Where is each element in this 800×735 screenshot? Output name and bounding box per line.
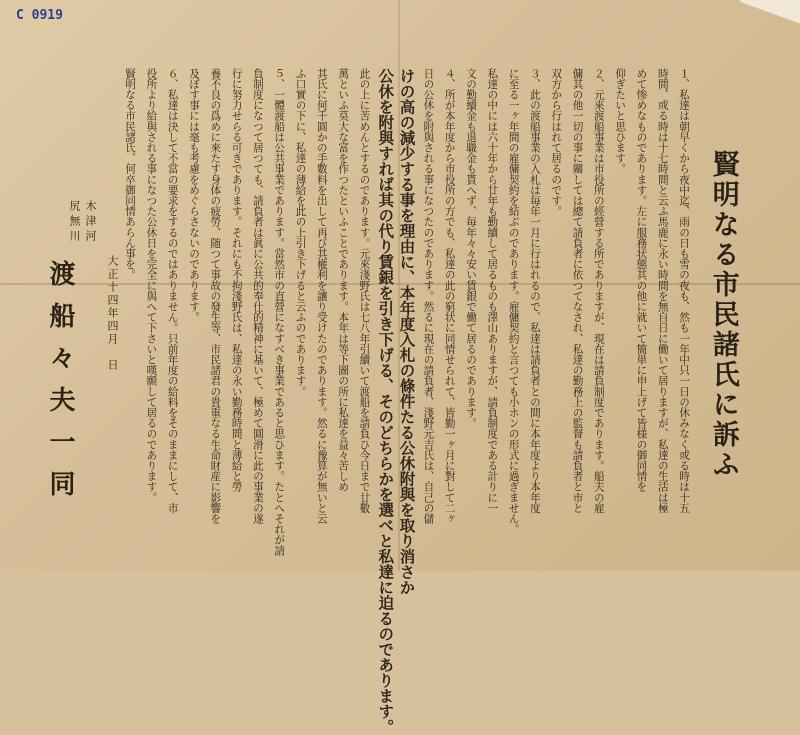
body-line: 私達の中には六十年から廿年も勤續して居るものも澤山ありますが、請負制度である計りに一 xyxy=(486,68,499,514)
body-line: 役所より給與される事になつた公休日を完全に與へて下さいと嘆願して居るのであります。 xyxy=(145,68,158,503)
date-line: 大正十四年四月 日 xyxy=(106,255,119,372)
body-line: 時間、或る時は十七時間と云ふ馬鹿に永い時間を無自日に働いて居りますが、私達の生活は極 xyxy=(656,68,669,514)
body-line: 公休を附與すれば其の代り賃銀を引き下げる、そのどちらかを選べと私達に迫るのであります。 xyxy=(376,68,396,735)
body-line: けの高の減少する事を理由に、本年度入札の條件たる公休附與を取り消さか xyxy=(397,68,417,595)
body-line: 及ぼす事には毫も考慮をめぐらさないのであります。 xyxy=(188,68,201,323)
body-line: めて惨めなものであります。左に服務状態其の他に就いて簡単に申上げて皆様の御同情を xyxy=(635,68,648,492)
body-line: 傭其の他一切の事に關しては總て請負者に依つてなされ、私達の勤務上の監督も請負者と市と xyxy=(571,68,584,514)
place-shirinashigawa: 尻無川 xyxy=(68,200,81,245)
body-line: 行に努力せらる可きであります。それにも不拘淺野氏は、私達の永い勤務時間と薄給と勞 xyxy=(230,68,243,492)
place-kizugawa: 木津河 xyxy=(84,200,97,245)
body-line: 萬といふ莫大な富を作つたといふことであります。本年は等下圖の所に私達を益々苦しめ xyxy=(337,68,350,492)
body-line: ５、一體渡船は公共事業であります。當然市の直營になすべき事業であると思ひます。たとへそれが請 xyxy=(273,68,286,556)
body-line: 文の勤續金も退職金も貰へず、毎年々々安い賃銀で働て居るのであります。 xyxy=(465,68,478,429)
archive-code: C 0919 xyxy=(16,8,63,23)
body-line: ４、所が本年度から市役所の方でも、私達の此の窮状に同情せられて、皆勤一ヶ月に對して二ヶ xyxy=(443,68,456,524)
body-line: 養不良の爲めに來たす身体の疲勞、随つて事故の發生等、市民諸君の貴重なる生命財産に影響を xyxy=(209,68,222,524)
body-line: 仰ぎたいと思ひます。 xyxy=(614,68,627,174)
body-line: に至る一ヶ年間の雇傭契約を結ぶのであります。雇傭契約と言つても小ホンの形式に過ぎません。 xyxy=(507,68,520,535)
body-line: ６、私達は決して不當の要求をするのではありません。只前年度の給料をそのままにして、市 xyxy=(166,68,179,514)
torn-corner xyxy=(740,0,800,30)
document-title: 賢明なる市民諸氏に訴ふ xyxy=(707,150,739,480)
body-line: 賢明なる市民諸氏、何卒御同情あらん事を。 xyxy=(124,68,137,280)
body-line: 日の公休を附與される事になつたのであります。然るに現在の請負者、淺野元吉氏は、自己の儲 xyxy=(422,68,435,524)
body-line: ３、此の渡船事業の入札は毎年一月に行はれるので、私達は請負者との間に本年度より本年度 xyxy=(528,68,541,514)
body-line: 其氏に何千圓かの手數料を出して再び其權利を讓り受けたのであります。然るに豫算が無いと云 xyxy=(315,68,328,524)
body-line: 此の上に苦めんとするのであります。元來淺野氏は七八年引續いて渡船を請負ひ今日まで廿數 xyxy=(358,68,371,514)
body-line: ２、元來渡船事業は市役所の經營する所でありますが、現在は請負制度であります。船夫の雇 xyxy=(592,68,605,514)
signatory-org: 渡船々夫一同 xyxy=(45,260,75,512)
body-line: 負制度になつて居つても、請負者は眞に公共的奉仕的精神に基いて、極めて圓滑に此の事業の遂 xyxy=(251,68,264,524)
body-line: １、私達は朝早くから夜中迄、雨の日も雪の夜も、然も一年中只一日の休みなく或る時は十五 xyxy=(678,68,691,514)
body-line: ふ口實の下に、私達の薄給を此の上引き下げると云ふのであります。 xyxy=(294,68,307,397)
body-line: 双方から行はれて居るのです。 xyxy=(550,68,563,217)
